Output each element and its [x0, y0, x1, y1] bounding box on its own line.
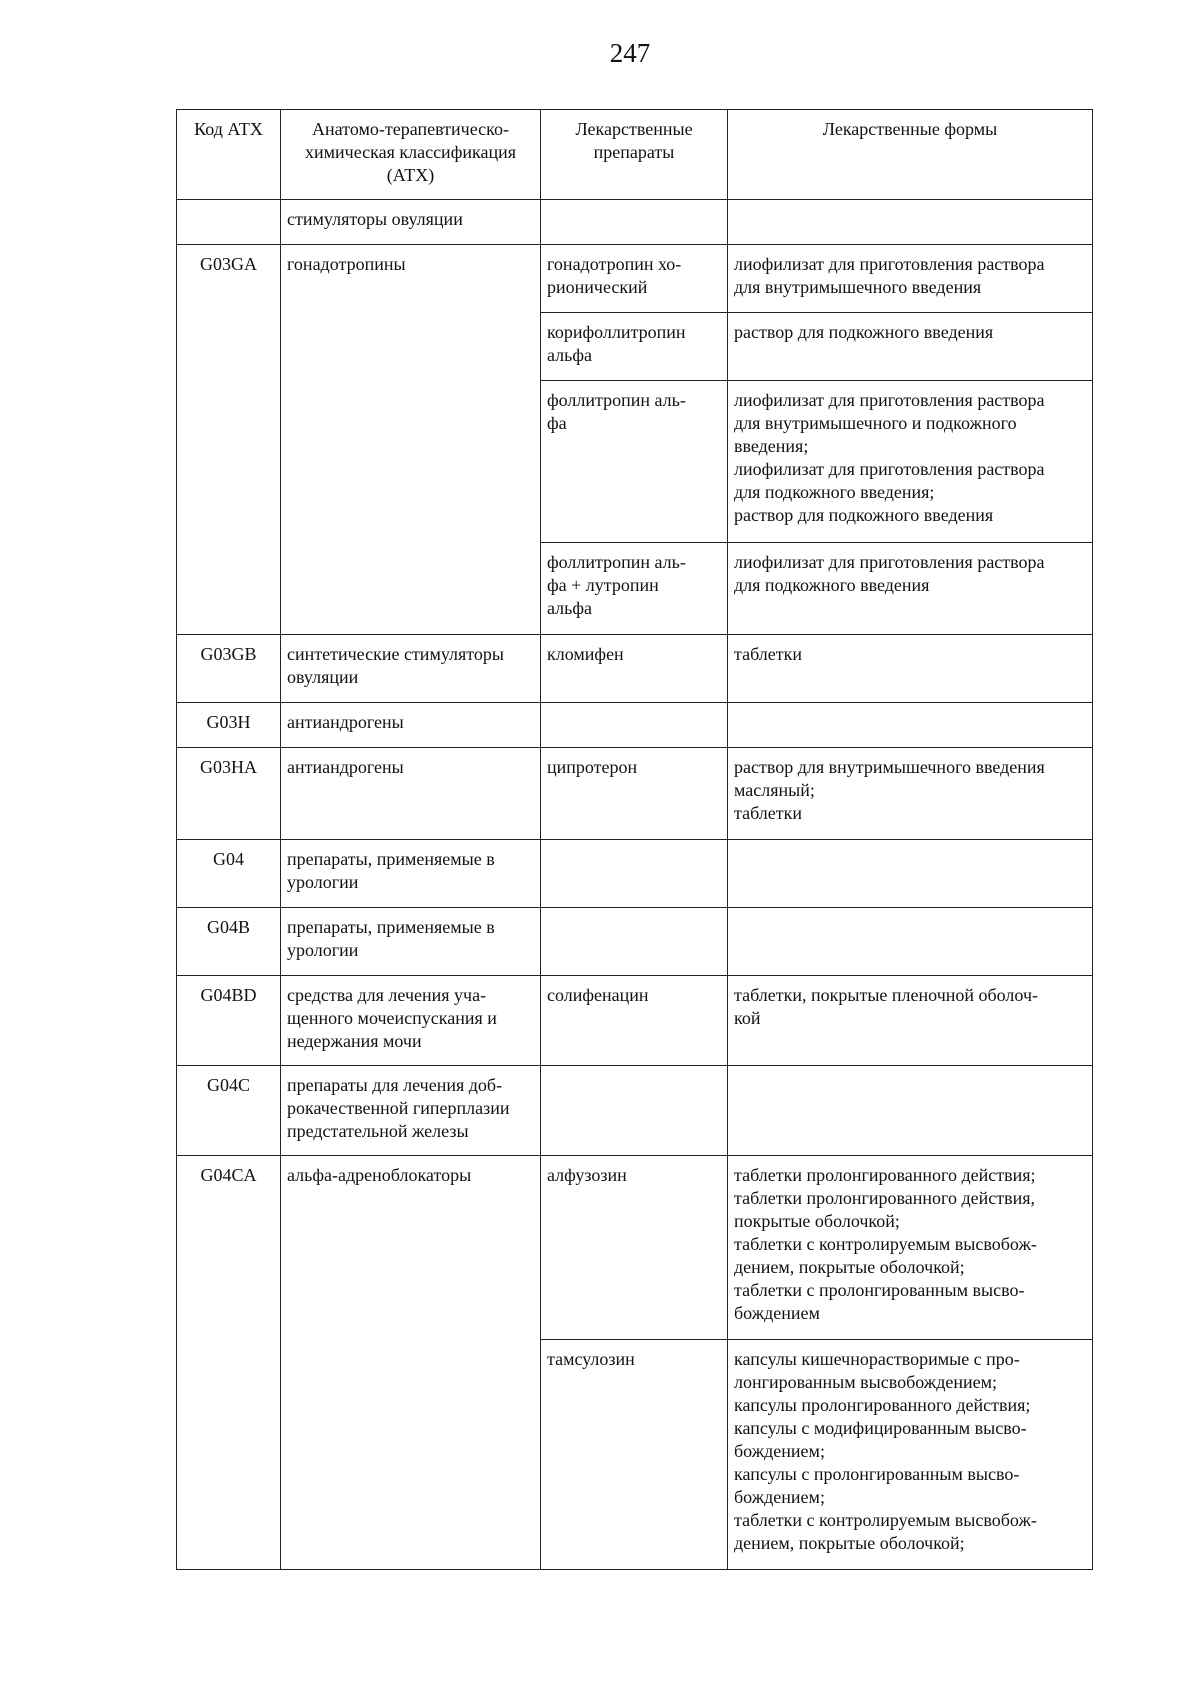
drug-cell: фоллитропин аль- фа + лутропин альфа	[541, 543, 728, 635]
classification-cell: альфа-адреноблокаторы	[281, 1156, 541, 1570]
drug-cell	[541, 908, 728, 976]
forms-cell: таблетки, покрытые пленочной оболоч- кой	[728, 976, 1093, 1066]
drug-cell: гонадотропин хо- рионический	[541, 245, 728, 313]
drug-cell: солифенацин	[541, 976, 728, 1066]
classification-cell: стимуляторы овуляции	[281, 200, 541, 245]
forms-cell	[728, 703, 1093, 748]
classification-cell: препараты, применяемые в урологии	[281, 840, 541, 908]
table-row	[177, 840, 1093, 908]
atx-code-cell: G03HA	[177, 748, 281, 840]
header-classification: Анатомо-терапевтическо- химическая классификация (АТХ)	[281, 110, 541, 200]
forms-cell	[728, 1066, 1093, 1156]
forms-cell: капсулы кишечнорастворимые с про- лонгированным высвобождением; капсулы пролонгированного действия; капсулы с модифицированным высво- бождением; капсулы с пролонгированным высво- бождением; таблетки с контролируемым высвобож- дением, покрытые оболочкой;	[728, 1340, 1093, 1570]
forms-cell	[728, 840, 1093, 908]
forms-cell: таблетки пролонгированного действия; таблетки пролонгированного действия, покрытые оболочкой; таблетки с контролируемым высвобож- дением, покрытые оболочкой; таблетки с пролонгированным высво- бождением	[728, 1156, 1093, 1340]
atx-table	[176, 109, 1093, 1570]
atx-code-cell: G04C	[177, 1066, 281, 1156]
classification-cell: антиандрогены	[281, 748, 541, 840]
drug-cell	[541, 840, 728, 908]
table-row	[177, 703, 1093, 748]
drug-cell: тамсулозин	[541, 1340, 728, 1570]
forms-cell: лиофилизат для приготовления раствора для внутримышечного введения	[728, 245, 1093, 313]
table-row	[177, 748, 1093, 840]
table-row	[177, 1066, 1093, 1156]
header-forms: Лекарственные формы	[728, 110, 1093, 200]
classification-cell: препараты для лечения доб- рокачественной гиперплазии предстательной железы	[281, 1066, 541, 1156]
classification-cell: препараты, применяемые в урологии	[281, 908, 541, 976]
drug-cell: кломифен	[541, 635, 728, 703]
atx-code-cell	[177, 200, 281, 245]
forms-cell	[728, 908, 1093, 976]
classification-cell: гонадотропины	[281, 245, 541, 635]
drug-cell	[541, 703, 728, 748]
header-drugs: Лекарственные препараты	[541, 110, 728, 200]
classification-cell: антиандрогены	[281, 703, 541, 748]
drug-cell: ципротерон	[541, 748, 728, 840]
drug-cell: фоллитропин аль- фа	[541, 381, 728, 543]
table-row	[177, 200, 1093, 245]
classification-cell: синтетические стимуляторы овуляции	[281, 635, 541, 703]
atx-code-cell: G03GB	[177, 635, 281, 703]
forms-cell: раствор для подкожного введения	[728, 313, 1093, 381]
drug-cell	[541, 1066, 728, 1156]
forms-cell	[728, 200, 1093, 245]
atx-code-cell: G04B	[177, 908, 281, 976]
forms-cell: таблетки	[728, 635, 1093, 703]
atx-code-cell: G04	[177, 840, 281, 908]
drug-cell	[541, 200, 728, 245]
forms-cell: лиофилизат для приготовления раствора для внутримышечного и подкожного введения; лиофилизат для приготовления раствора для подкожного введения; раствор для подкожного введения	[728, 381, 1093, 543]
header-code: Код АТХ	[177, 110, 281, 200]
atx-code-cell: G03GA	[177, 245, 281, 635]
forms-cell: раствор для внутримышечного введения масляный; таблетки	[728, 748, 1093, 840]
table-row	[177, 245, 1093, 313]
table-row	[177, 908, 1093, 976]
forms-cell: лиофилизат для приготовления раствора для подкожного введения	[728, 543, 1093, 635]
drug-cell: алфузозин	[541, 1156, 728, 1340]
table-row	[177, 1156, 1093, 1340]
classification-cell: средства для лечения уча- щенного мочеиспускания и недержания мочи	[281, 976, 541, 1066]
drug-cell: корифоллитропин альфа	[541, 313, 728, 381]
atx-code-cell: G03H	[177, 703, 281, 748]
table-row	[177, 635, 1093, 703]
atx-code-cell: G04BD	[177, 976, 281, 1066]
page-number: 247	[609, 38, 651, 68]
atx-code-cell: G04CA	[177, 1156, 281, 1570]
header-row	[177, 110, 1093, 200]
table-row	[177, 976, 1093, 1066]
